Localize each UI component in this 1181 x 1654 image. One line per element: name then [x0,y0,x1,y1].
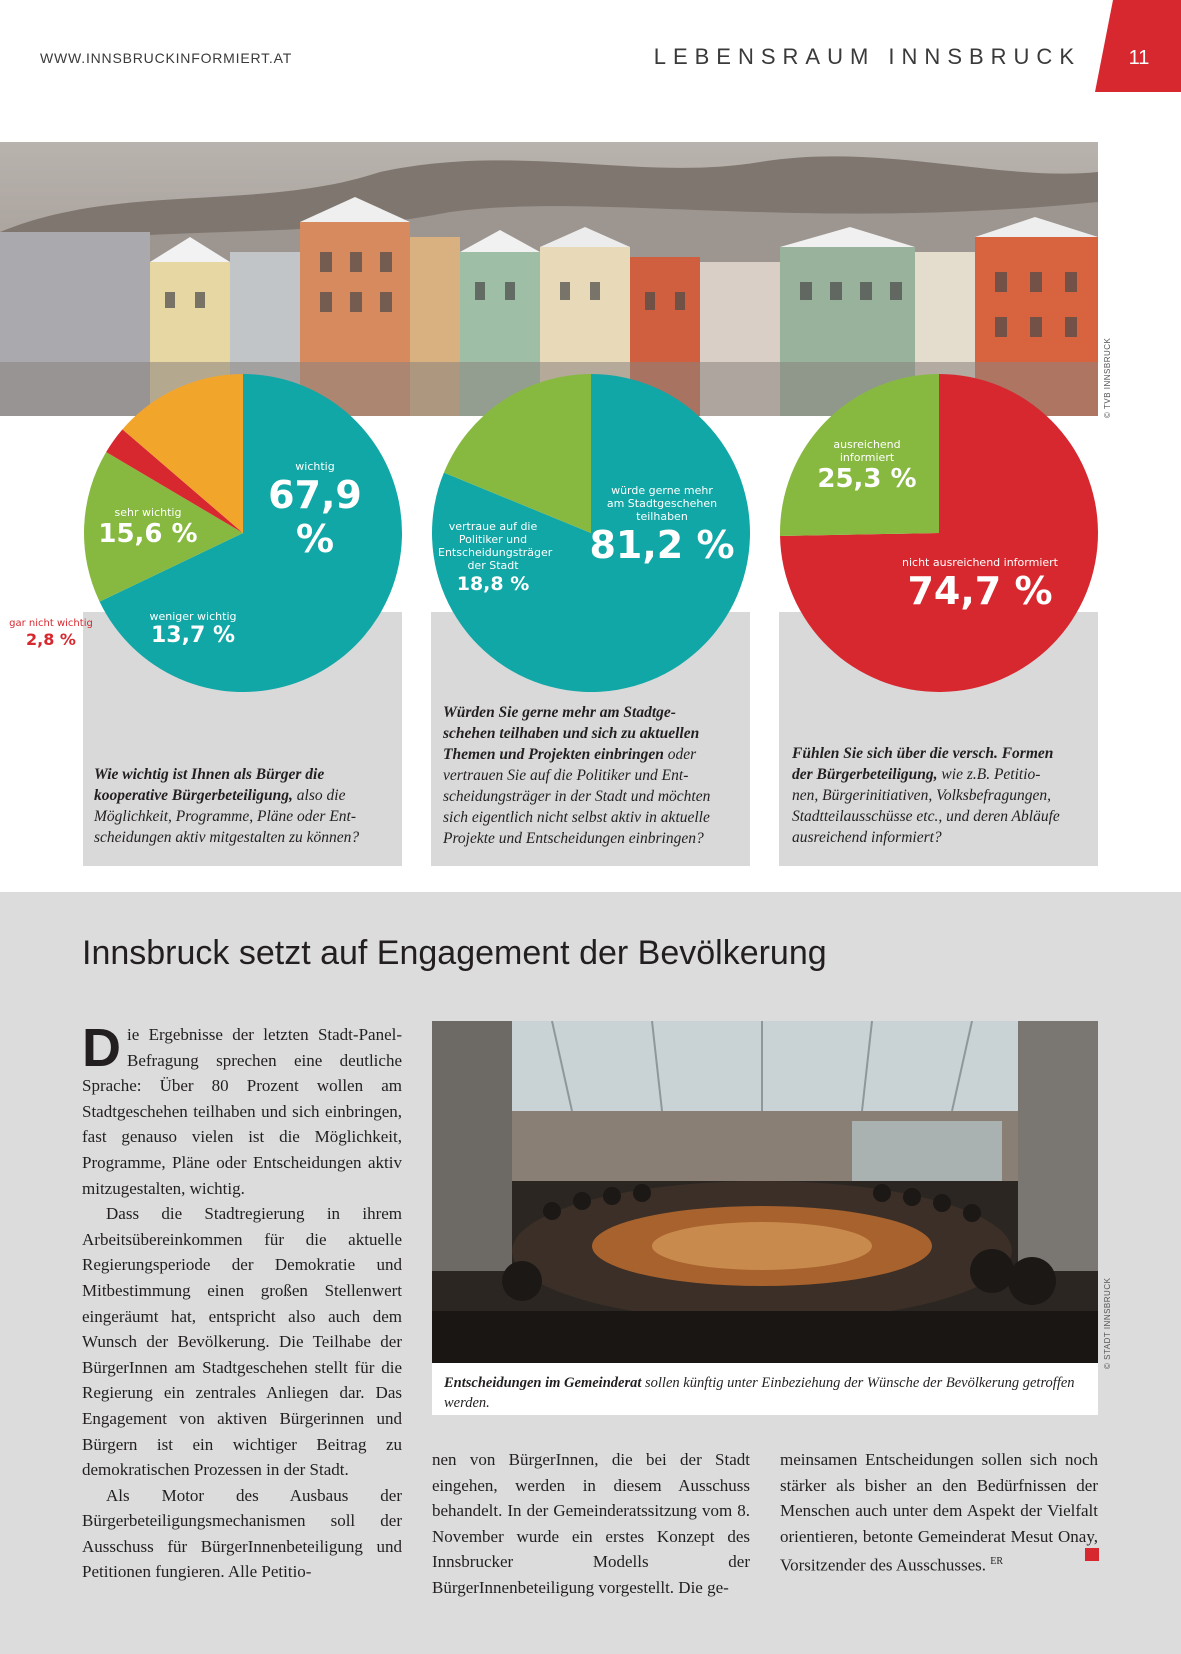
pie2-label-vert-1: vertraue auf die [448,520,538,533]
pie1-label-sehr [98,506,198,549]
q3-text-5: ausreichend informiert? [792,829,942,846]
article-column-2-text: nen von BürgerInnen, die bei der Stadt eingehen, werden in diesem Ausschuss behandelt. In der Gemeinderatssitzung vom 8. November wurde ein erstes Konzept des Innsbrucker Modells der BürgerInnenbeteiligung vorgestellt. Die ge- [432,1450,750,1597]
pie1-value-wichtig: 67,9 % [268,473,362,561]
pie1-label-sehr-text: sehr wichtig [114,506,182,519]
drop-cap: D [82,1018,121,1078]
q3-text-2: wie z.B. Petitio- [937,766,1041,783]
q2-text-4: vertrauen Sie auf die Politiker und Ent- [443,767,689,784]
pie-chart-3 [778,372,1100,694]
page-number-badge [1095,0,1181,92]
q2-text-7: Projekte und Entscheidungen einbringen? [443,830,704,847]
q2-bold-3: Themen und Projekten einbringen [443,746,664,763]
pie2-label-mehr [582,484,742,567]
q1-bold-2: kooperative Bürgerbeteiligung, [94,787,293,804]
question-3 [792,743,1092,848]
pie2-label-vert-2: Politiker und [458,533,528,546]
pie3-value-nicht: 74,7 % [907,569,1053,613]
author-initials: ER [990,1556,1004,1568]
page-number: 11 [1128,47,1150,69]
article-headline: Innsbruck setzt auf Engagement der Bevölkerung [82,934,827,972]
article-paragraph-2: Dass die Stadtregierung in ihrem Arbeitsübereinkommen für die aktuelle Regierungsperiode der Demokratie und Mitbestimmung einen großen Stellenwert eingeräumt hat, entspricht also auch dem Wunsch der Bevölkerung. Die Teilhabe der BürgerInnen am Stadtgeschehen stellt für die Regierung ein zentrales Anliegen dar. Das Engagement von aktiven Bürgerinnen und Bürgern ist ein wichtiger Beitrag zu demokratischen Prozessen in der Stadt. [82,1204,402,1480]
q3-bold-2: der Bürgerbeteiligung, [792,766,938,783]
pie2-label-vert-3: Entscheidungsträger [438,546,553,559]
pie1-label-gar-text: gar nicht wichtig [9,618,93,629]
article-end-mark [1085,1548,1099,1561]
section-title: LEBENSRAUM INNSBRUCK [653,44,1081,69]
pie2-label-mehr-2: am Stadtgeschehen teilhaben [606,497,718,523]
q3-text-3: nen, Bürgerinitiativen, Volksbefragungen, [792,787,1052,804]
question-2 [443,702,743,849]
q2-text-3: oder [663,746,697,763]
article-paragraph-1: ie Ergebnisse der letzten Stadt-Panel-Befragung sprechen eine deutliche Sprache: Über 80 Prozent wollen am Stadtgeschehen teilhaben und sich einbringen, fast genauso vielen ist die Möglichkeit, Programme, Pläne oder Entscheidungen aktiv mitzugestalten, wichtig. [82,1025,402,1198]
q2-text-5: scheidungsträger in der Stadt und möchten [443,788,711,805]
q3-bold-1: Fühlen Sie sich über die versch. Formen [792,745,1054,762]
article-column-3-text: meinsamen Entscheidungen sollen sich noch stärker als bisher an den Bedürfnissen der Menschen auch unter dem Aspekt der Vielfalt orientieren, betonte Gemeinderat Mesut Onay, Vorsitzender des Ausschusses. [780,1450,1098,1576]
caption-text: sollen künftig unter Einbeziehung der Wünsche der Bevölkerung getroffen werden. [444,1375,1075,1411]
pie3-label-aus-1: ausreichend [833,438,901,451]
question-1 [94,764,394,848]
q2-bold-2: schehen teilhaben und sich zu aktuellen [443,725,700,742]
council-meeting-photo [432,1021,1098,1363]
pie2-value-vertraue: 18,8 % [456,573,530,595]
article-column-2 [432,1447,750,1601]
q1-text-4: scheidungen aktiv mitgestalten zu können? [94,829,360,846]
pie1-label-gar [8,617,94,650]
pie2-value-mehr: 81,2 % [589,523,735,567]
pie3-label-nicht [880,556,1080,613]
pie1-label-wichtig-text: wichtig [295,460,335,473]
hero-photo-credit: © TVB INNSBRUCK [1103,337,1112,418]
pie1-label-weniger [148,610,238,649]
q2-bold-1: Würden Sie gerne mehr am Stadtge- [443,704,676,721]
pie1-label-wichtig [260,460,370,561]
pie1-label-weniger-text: weniger wichtig [149,610,237,623]
caption-bold: Entscheidungen im Gemeinderat [444,1375,642,1391]
article-column-1 [82,1018,402,1585]
q2-text-6: sich eigentlich nicht selbst aktiv in aktuelle [443,809,710,826]
pie2-label-mehr-1: würde gerne mehr [611,484,713,497]
pie1-value-weniger: 13,7 % [151,623,235,648]
pie3-label-ausreichend [808,438,926,494]
q1-text-3: Möglichkeit, Programme, Pläne oder Ent- [94,808,357,825]
pie1-value-gar: 2,8 % [26,630,76,649]
q1-bold-1: Wie wichtig ist Ihnen als Bürger die [94,766,325,783]
pie1-value-sehr: 15,6 % [98,519,198,549]
pie3-label-nicht-text: nicht ausreichend informiert [902,556,1058,569]
pie2-label-vert-4: der Stadt [467,559,519,572]
article-paragraph-3: Als Motor des Ausbaus der Bürgerbeteiligungsmechanismen soll der Ausschuss für BürgerInnenbeteiligung und Petitionen fungieren. Alle Petitio- [82,1485,402,1582]
pie3-label-aus-2: informiert [839,451,895,464]
council-photo-credit: © STADT INNSBRUCK [1103,1277,1112,1369]
q3-text-4: Stadtteilausschüsse etc., und deren Abläufe [792,808,1060,825]
pie2-label-vertraue [438,520,553,596]
q1-text-2: also die [292,787,346,804]
article-column-3 [780,1447,1098,1579]
website-url: WWW.INNSBRUCKINFORMIERT.AT [40,50,293,66]
pie3-value-ausreichend: 25,3 % [817,464,917,494]
photo-caption [432,1363,1098,1415]
